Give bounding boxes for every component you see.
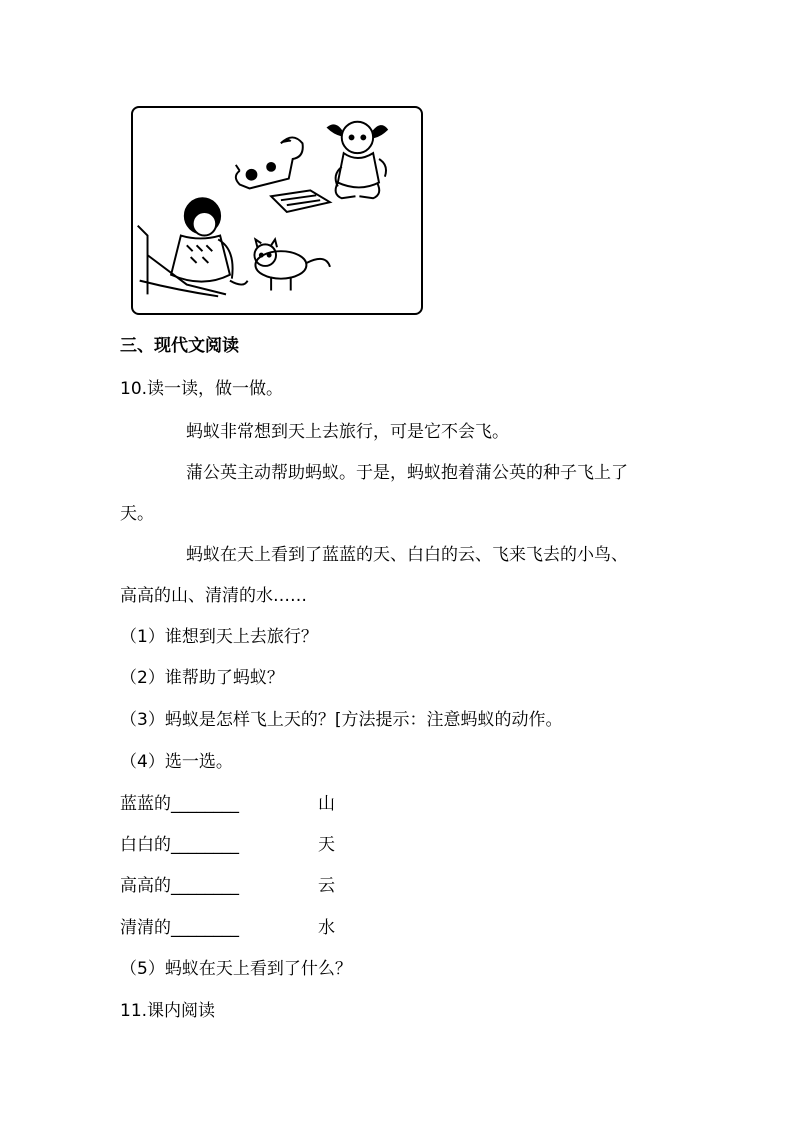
illustration-drawing — [133, 108, 421, 313]
sub-question-5: （5）蚂蚁在天上看到了什么？ — [120, 959, 352, 979]
match-right-2: 天 — [318, 835, 335, 855]
passage-line-1: 蚂蚁非常想到天上去旅行，可是它不会飞。 — [186, 422, 509, 442]
section-heading: 三、现代文阅读 — [120, 336, 239, 356]
question-11-title: 11.课内阅读 — [120, 1001, 216, 1021]
sub-question-4: （4）选一选。 — [120, 752, 233, 772]
match-left-3: 高高的________ — [120, 876, 239, 896]
match-right-4: 水 — [318, 918, 335, 938]
question-10-title: 10.读一读，做一做。 — [120, 379, 284, 399]
passage-line-5: 高高的山、清清的水…… — [120, 586, 307, 606]
sub-question-1: （1）谁想到天上去旅行？ — [120, 627, 318, 647]
match-left-4: 清清的________ — [120, 918, 239, 938]
match-right-3: 云 — [318, 876, 335, 896]
match-left-2: 白白的________ — [120, 835, 239, 855]
passage-line-2: 蒲公英主动帮助蚂蚁。于是，蚂蚁抱着蒲公英的种子飞上了 — [186, 463, 628, 483]
passage-line-4: 蚂蚁在天上看到了蓝蓝的天、白白的云、飞来飞去的小鸟、 — [186, 545, 628, 565]
passage-line-3: 天。 — [120, 504, 154, 524]
sub-question-3: （3）蚂蚁是怎样飞上天的？[方法提示：注意蚂蚁的动作。 — [120, 710, 563, 730]
match-right-1: 山 — [318, 794, 335, 814]
illustration-children-with-pets — [131, 106, 423, 315]
match-left-1: 蓝蓝的________ — [120, 794, 239, 814]
sub-question-2: （2）谁帮助了蚂蚁？ — [120, 668, 284, 688]
